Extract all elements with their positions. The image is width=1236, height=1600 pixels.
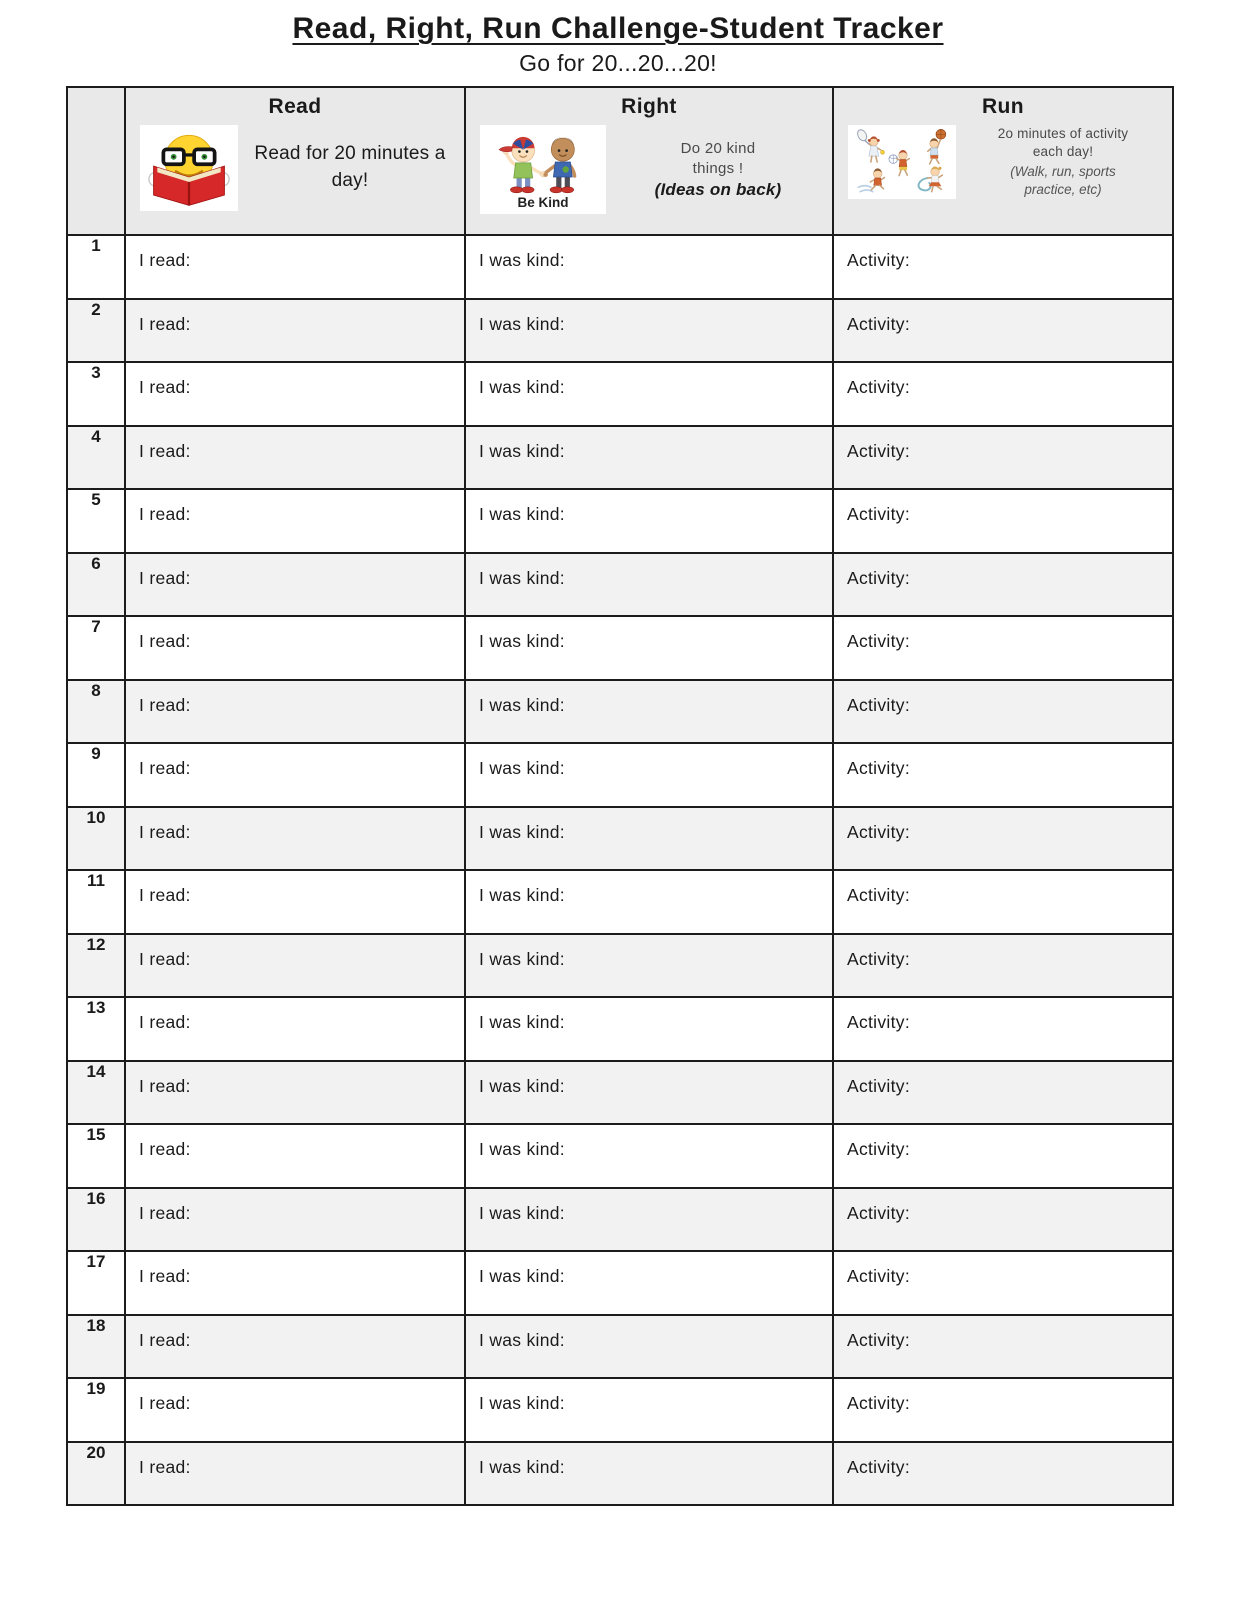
right-cell — [465, 680, 833, 744]
read-cell-label: I read: — [139, 821, 191, 842]
right-cell-label: I was kind: — [479, 1202, 565, 1223]
right-cell — [465, 616, 833, 680]
right-cell — [465, 426, 833, 490]
run-cell — [833, 1315, 1173, 1379]
read-cell-label: I read: — [139, 1202, 191, 1223]
right-cell — [465, 489, 833, 553]
run-cell — [833, 362, 1173, 426]
run-cell-label: Activity: — [847, 631, 910, 651]
read-cell — [125, 553, 465, 617]
tracker-table — [66, 86, 1174, 1506]
run-cell-label: Activity: — [847, 1456, 910, 1477]
run-cell-label: Activity: — [847, 1012, 910, 1032]
run-cell — [833, 870, 1173, 934]
row-number-cell: 7 — [67, 616, 125, 680]
header-row — [67, 87, 1173, 235]
run-cell — [833, 934, 1173, 998]
table-row — [67, 743, 1173, 807]
read-column-description: Read for 20 minutes a day! — [254, 143, 446, 191]
run-cell — [833, 1251, 1173, 1315]
table-row — [67, 1251, 1173, 1315]
read-cell — [125, 426, 465, 490]
read-cell-label: I read: — [139, 440, 191, 461]
row-number-cell: 6 — [67, 553, 125, 617]
table-row — [67, 1442, 1173, 1506]
run-column-description — [962, 125, 1164, 199]
run-column-title: Run — [981, 95, 1025, 118]
table-row — [67, 426, 1173, 490]
right-cell — [465, 553, 833, 617]
table-row — [67, 680, 1173, 744]
read-cell — [125, 1315, 465, 1379]
right-cell — [465, 299, 833, 363]
right-column-title: Right — [621, 95, 677, 118]
read-cell — [125, 997, 465, 1061]
run-cell — [833, 426, 1173, 490]
run-cell-label: Activity: — [847, 250, 910, 270]
read-cell — [125, 870, 465, 934]
read-cell — [125, 1061, 465, 1125]
read-cell-label: I read: — [139, 1075, 191, 1096]
read-cell-label: I read: — [139, 1139, 191, 1159]
row-number-cell: 18 — [67, 1315, 125, 1379]
read-cell-label: I read: — [139, 631, 191, 651]
right-cell — [465, 1378, 833, 1442]
right-cell-label: I was kind: — [479, 758, 565, 778]
table-row — [67, 807, 1173, 871]
row-number-cell: 3 — [67, 362, 125, 426]
right-cell-label: I was kind: — [479, 1456, 565, 1477]
run-cell-label: Activity: — [847, 821, 910, 842]
run-cell-label: Activity: — [847, 313, 910, 334]
table-row — [67, 362, 1173, 426]
row-number-cell: 11 — [67, 870, 125, 934]
read-cell — [125, 934, 465, 998]
run-cell-label: Activity: — [847, 1329, 910, 1350]
read-cell-label: I read: — [139, 313, 191, 334]
right-cell-label: I was kind: — [479, 1012, 565, 1032]
right-description-line2: (Ideas on back) — [654, 180, 782, 200]
read-cell-label: I read: — [139, 1012, 191, 1032]
run-cell-label: Activity: — [847, 694, 910, 715]
run-cell-label: Activity: — [847, 948, 910, 969]
run-cell — [833, 299, 1173, 363]
right-cell — [465, 1442, 833, 1506]
row-number-cell: 15 — [67, 1124, 125, 1188]
read-cell — [125, 1442, 465, 1506]
right-cell — [465, 997, 833, 1061]
read-cell — [125, 1124, 465, 1188]
right-cell — [465, 1124, 833, 1188]
right-cell — [465, 362, 833, 426]
right-cell — [465, 807, 833, 871]
row-number-cell: 5 — [67, 489, 125, 553]
read-cell — [125, 235, 465, 299]
page-title: Read, Right, Run Challenge-Student Tracker — [292, 12, 944, 45]
read-cell — [125, 807, 465, 871]
right-cell — [465, 1251, 833, 1315]
table-row — [67, 299, 1173, 363]
right-cell — [465, 743, 833, 807]
read-cell — [125, 1188, 465, 1252]
right-cell-label: I was kind: — [479, 1393, 565, 1413]
run-cell-label: Activity: — [847, 377, 910, 397]
run-cell-label: Activity: — [847, 440, 910, 461]
row-number-cell: 2 — [67, 299, 125, 363]
run-cell — [833, 1442, 1173, 1506]
table-row — [67, 934, 1173, 998]
run-cell-label: Activity: — [847, 567, 910, 588]
kids-sports-icon — [848, 125, 956, 199]
right-description-line1: Do 20 kind things ! — [680, 139, 756, 177]
table-row — [67, 616, 1173, 680]
read-cell — [125, 1378, 465, 1442]
row-number-cell: 16 — [67, 1188, 125, 1252]
read-cell-label: I read: — [139, 1266, 191, 1286]
row-number-header — [67, 87, 125, 235]
be-kind-caption: Be Kind — [517, 195, 569, 210]
run-cell — [833, 1378, 1173, 1442]
table-row — [67, 870, 1173, 934]
table-row — [67, 1188, 1173, 1252]
read-cell-label: I read: — [139, 250, 191, 270]
read-cell — [125, 743, 465, 807]
run-cell — [833, 1188, 1173, 1252]
run-column-header — [833, 87, 1173, 235]
right-cell-label: I was kind: — [479, 377, 565, 397]
read-cell — [125, 489, 465, 553]
run-cell — [833, 489, 1173, 553]
read-cell-label: I read: — [139, 504, 191, 524]
table-row — [67, 235, 1173, 299]
table-row — [67, 1061, 1173, 1125]
right-cell — [465, 1061, 833, 1125]
run-description-line2: (Walk, run, sports practice, etc) — [1010, 163, 1116, 197]
run-cell — [833, 680, 1173, 744]
be-kind-kids-icon — [480, 125, 606, 214]
read-column-header — [125, 87, 465, 235]
run-cell — [833, 616, 1173, 680]
run-cell-label: Activity: — [847, 1202, 910, 1223]
right-cell — [465, 1188, 833, 1252]
row-number-cell: 9 — [67, 743, 125, 807]
read-cell-label: I read: — [139, 567, 191, 588]
read-cell-label: I read: — [139, 948, 191, 969]
run-cell — [833, 1061, 1173, 1125]
row-number-cell: 1 — [67, 235, 125, 299]
right-cell — [465, 1315, 833, 1379]
right-cell-label: I was kind: — [479, 1139, 565, 1159]
read-cell-label: I read: — [139, 377, 191, 397]
row-number-cell: 12 — [67, 934, 125, 998]
right-cell — [465, 235, 833, 299]
read-cell-label: I read: — [139, 885, 191, 905]
run-description-line1: 2o minutes of activity each day! — [997, 126, 1129, 160]
run-cell — [833, 997, 1173, 1061]
row-number-cell: 14 — [67, 1061, 125, 1125]
read-column-title: Read — [268, 95, 322, 118]
read-cell-label: I read: — [139, 1456, 191, 1477]
read-cell-label: I read: — [139, 1329, 191, 1350]
run-cell-label: Activity: — [847, 758, 910, 778]
run-cell-label: Activity: — [847, 1075, 910, 1096]
tracker-rows — [67, 235, 1173, 1505]
row-number-cell: 19 — [67, 1378, 125, 1442]
right-cell-label: I was kind: — [479, 1266, 565, 1286]
read-cell — [125, 362, 465, 426]
right-cell-label: I was kind: — [479, 948, 565, 969]
read-cell — [125, 616, 465, 680]
right-column-header — [465, 87, 833, 235]
right-cell — [465, 934, 833, 998]
reading-smiley-icon — [140, 125, 238, 211]
run-cell — [833, 1124, 1173, 1188]
table-row — [67, 489, 1173, 553]
read-cell-label: I read: — [139, 1393, 191, 1413]
row-number-cell: 4 — [67, 426, 125, 490]
page-header — [0, 0, 1236, 77]
table-row — [67, 1315, 1173, 1379]
right-cell-label: I was kind: — [479, 821, 565, 842]
table-row — [67, 553, 1173, 617]
run-cell — [833, 553, 1173, 617]
row-number-cell: 10 — [67, 807, 125, 871]
run-cell-label: Activity: — [847, 1393, 910, 1413]
table-row — [67, 1378, 1173, 1442]
right-cell-label: I was kind: — [479, 250, 565, 270]
table-row — [67, 1124, 1173, 1188]
right-cell — [465, 870, 833, 934]
row-number-cell: 17 — [67, 1251, 125, 1315]
right-cell-label: I was kind: — [479, 1075, 565, 1096]
table-row — [67, 997, 1173, 1061]
right-cell-label: I was kind: — [479, 885, 565, 905]
run-cell — [833, 235, 1173, 299]
run-cell — [833, 743, 1173, 807]
run-cell-label: Activity: — [847, 885, 910, 905]
run-cell-label: Activity: — [847, 504, 910, 524]
run-cell-label: Activity: — [847, 1139, 910, 1159]
read-cell — [125, 299, 465, 363]
right-cell-label: I was kind: — [479, 694, 565, 715]
right-cell-label: I was kind: — [479, 440, 565, 461]
right-column-description — [612, 139, 824, 201]
right-cell-label: I was kind: — [479, 1329, 565, 1350]
right-cell-label: I was kind: — [479, 313, 565, 334]
row-number-cell: 13 — [67, 997, 125, 1061]
read-cell — [125, 680, 465, 744]
right-cell-label: I was kind: — [479, 567, 565, 588]
read-cell-label: I read: — [139, 758, 191, 778]
read-cell — [125, 1251, 465, 1315]
run-cell-label: Activity: — [847, 1266, 910, 1286]
row-number-cell: 8 — [67, 680, 125, 744]
run-cell — [833, 807, 1173, 871]
row-number-cell: 20 — [67, 1442, 125, 1506]
right-cell-label: I was kind: — [479, 504, 565, 524]
page-subtitle: Go for 20...20...20! — [519, 50, 717, 76]
right-cell-label: I was kind: — [479, 631, 565, 651]
read-cell-label: I read: — [139, 694, 191, 715]
